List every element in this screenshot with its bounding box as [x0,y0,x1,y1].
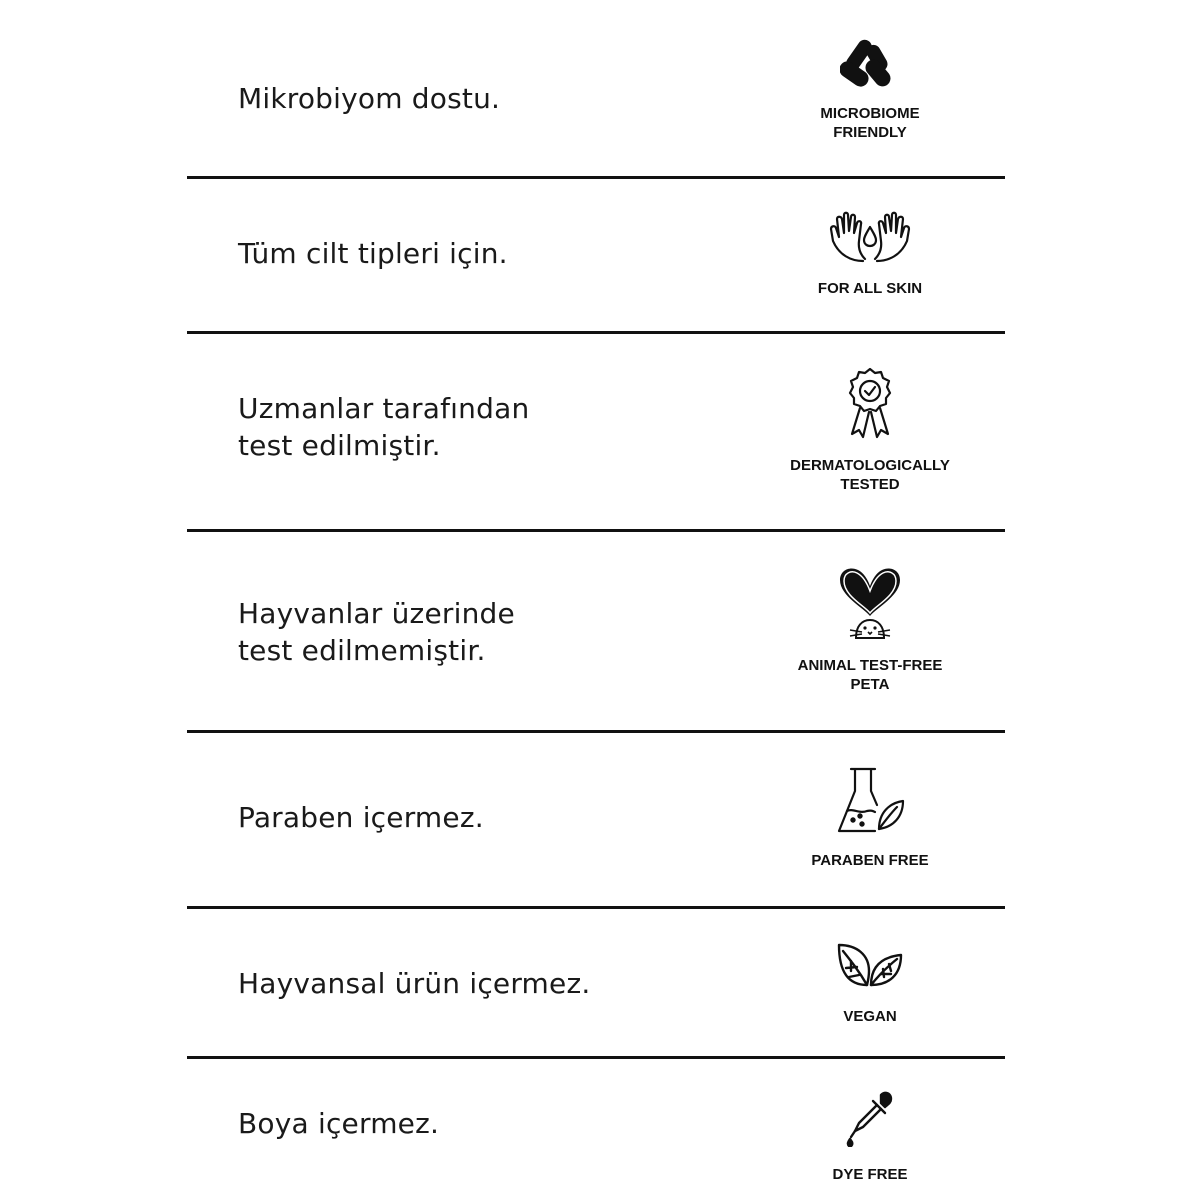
badge-all-skin [770,211,970,298]
feature-description: Tüm cilt tipleri için. [238,237,508,270]
badge-dye-free [770,1091,970,1184]
leaves-icon [837,941,903,989]
badge-animal-test-free [770,566,970,694]
badge-label: DERMATOLOGICALLY TESTED [790,457,950,493]
feature-row-paraben-free [0,733,1200,908]
feature-description: Boya içermez. [238,1107,440,1140]
badge-label: ANIMAL TEST-FREE PETA [797,657,943,693]
feature-row-all-skin [0,179,1200,333]
feature-description: Paraben içermez. [238,801,484,834]
dropper-icon [845,1091,895,1147]
flask-leaf-icon [835,767,905,837]
feature-row-dermatologically-tested [0,334,1200,531]
badge-vegan [770,941,970,1026]
feature-description: Hayvanlar üzerinde test edilmemiştir. [238,597,515,667]
badge-label: VEGAN [843,1008,897,1025]
award-ribbon-icon [842,366,898,442]
badge-label: PARABEN FREE [811,852,929,869]
feature-row-animal-test-free [0,532,1200,731]
badge-paraben-free [770,767,970,870]
feature-row-dye-free [0,1059,1200,1200]
badge-microbiome [770,34,970,142]
feature-description: Uzmanlar tarafından test edilmiştir. [238,392,530,462]
badge-dermatologically-tested [770,366,970,494]
feature-row-vegan [0,909,1200,1059]
feature-row-microbiome [0,0,1200,178]
feature-description: Mikrobiyom dostu. [238,82,501,115]
microbiome-icon [840,34,900,92]
badge-label: DYE FREE [832,1166,908,1183]
feature-description: Hayvansal ürün içermez. [238,967,591,1000]
hands-drop-icon [827,211,913,265]
badge-label: FOR ALL SKIN [817,280,923,297]
bunny-heart-icon [836,566,904,642]
badge-label: MICROBIOME FRIENDLY [820,105,920,141]
